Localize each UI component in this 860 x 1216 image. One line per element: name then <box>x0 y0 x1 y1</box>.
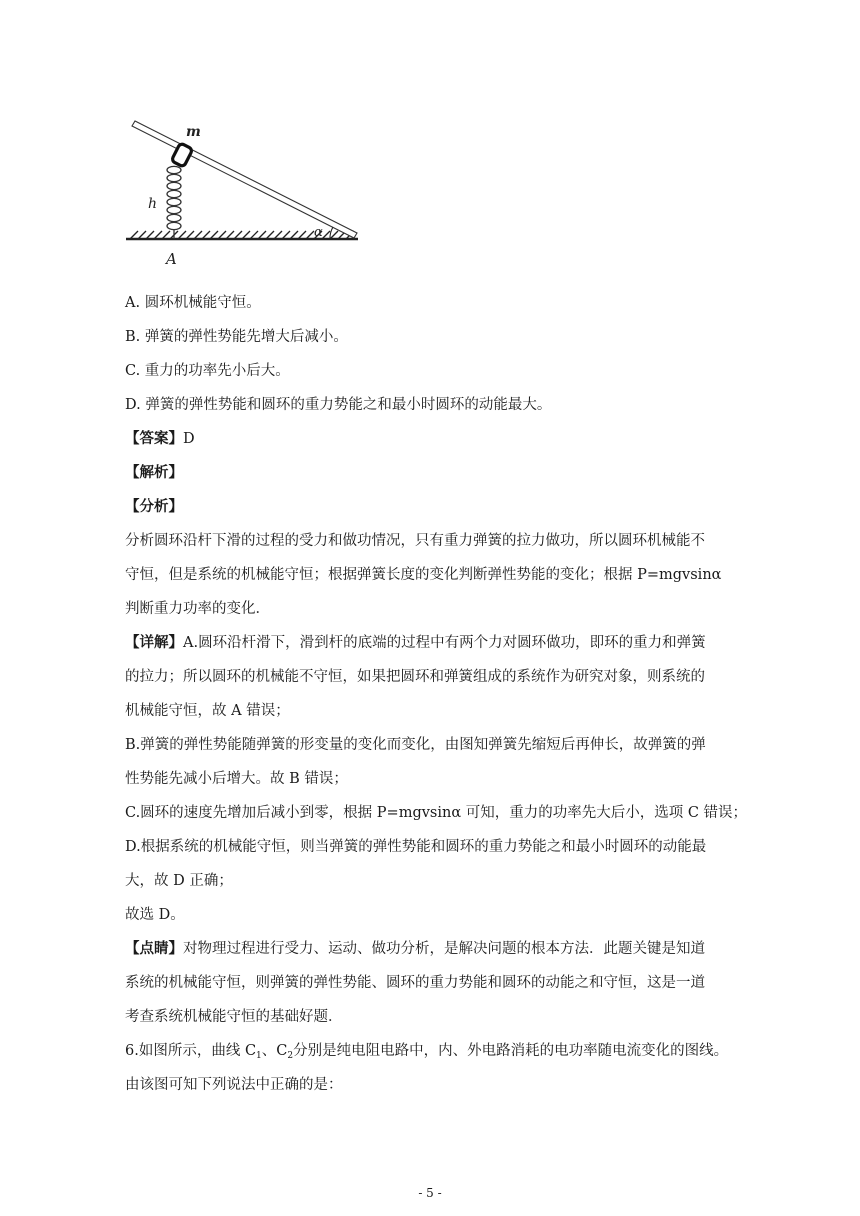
detail-line: D.根据系统的机械能守恒，则当弹簧的弹性势能和圆环的重力势能之和最小时圆环的动能最 <box>125 839 707 855</box>
detail-line: 大，故 D 正确； <box>125 873 233 889</box>
comment-line <box>125 939 760 959</box>
fenxi-line: 判断重力功率的变化． <box>125 601 270 617</box>
question6-prefix: 6.如图所示，曲线 C <box>125 1043 257 1059</box>
question6-sub2: 2 <box>287 1051 294 1061</box>
option-a: A. 圆环机械能守恒。 <box>125 295 261 311</box>
option-d: D. 弹簧的弹性势能和圆环的重力势能之和最小时圆环的动能最大。 <box>125 397 552 413</box>
question6-sub1: 1 <box>256 1051 262 1061</box>
label-h: h <box>148 196 158 212</box>
spring-coils <box>167 166 181 239</box>
detail-line: 性势能先减小后增大。故 B 错误； <box>125 771 348 787</box>
comment-line: 考查系统机械能守恒的基础好题． <box>125 1009 343 1025</box>
label-m: m <box>186 124 201 140</box>
detail-line: C.圆环的速度先增加后减小到零，根据 P=mgvsinα 可知，重力的功率先大后小，选项 C 错误； <box>125 805 748 821</box>
question6-suffix: 分别是纯电阻电路中，内、外电路消耗的电功率随电流变化的图线。 <box>293 1043 729 1059</box>
fenxi-line: 分析圆环沿杆下滑的过程的受力和做功情况，只有重力弹簧的拉力做功，所以圆环机械能不 <box>125 533 705 549</box>
incline-rod <box>132 121 357 238</box>
incline-spring-figure <box>122 112 362 272</box>
comment-tag: 【点睛】 <box>125 940 183 957</box>
page-number: - 5 - <box>418 1186 442 1200</box>
detail-line <box>125 633 760 653</box>
option-b: B. 弹簧的弹性势能先增大后减小。 <box>125 329 348 345</box>
detail-line: B.弹簧的弹性势能随弹簧的形变量的变化而变化，由图知弹簧先缩短后再伸长，故弹簧的弹 <box>125 737 706 753</box>
detail-line: 机械能守恒，故 A 错误； <box>125 703 290 719</box>
label-alpha: α <box>314 225 323 240</box>
answer-value: D <box>183 431 195 447</box>
comment-line: 系统的机械能守恒，则弹簧的弹性势能、圆环的重力势能和圆环的动能之和守恒，这是一道 <box>125 975 705 991</box>
option-c: C. 重力的功率先小后大。 <box>125 363 290 379</box>
fenxi-line: 守恒，但是系统的机械能守恒；根据弹簧长度的变化判断弹性势能的变化；根据 P=mgvsinα <box>125 567 722 583</box>
detail-line: 故选 D。 <box>125 907 185 923</box>
comment-first-text: 对物理过程进行受力、运动、做功分析，是解决问题的根本方法．此题关键是知道 <box>183 941 705 957</box>
question6-line: 由该图可知下列说法中正确的是： <box>125 1077 343 1093</box>
label-A: A <box>166 250 177 268</box>
analysis-tag: 【解析】 <box>125 464 183 481</box>
question6-line <box>125 1041 760 1066</box>
detail-first-text: A.圆环沿杆滑下，滑到杆的底端的过程中有两个力对圆环做功，即环的重力和弹簧 <box>183 635 706 651</box>
detail-tag: 【详解】 <box>125 634 183 651</box>
detail-line: 的拉力；所以圆环的机械能不守恒，如果把圆环和弹簧组成的系统作为研究对象，则系统的 <box>125 669 705 685</box>
fenxi-tag: 【分析】 <box>125 498 183 515</box>
question6-mid: 、C <box>261 1043 288 1059</box>
answer-line <box>125 429 760 449</box>
answer-tag: 【答案】 <box>125 430 183 447</box>
